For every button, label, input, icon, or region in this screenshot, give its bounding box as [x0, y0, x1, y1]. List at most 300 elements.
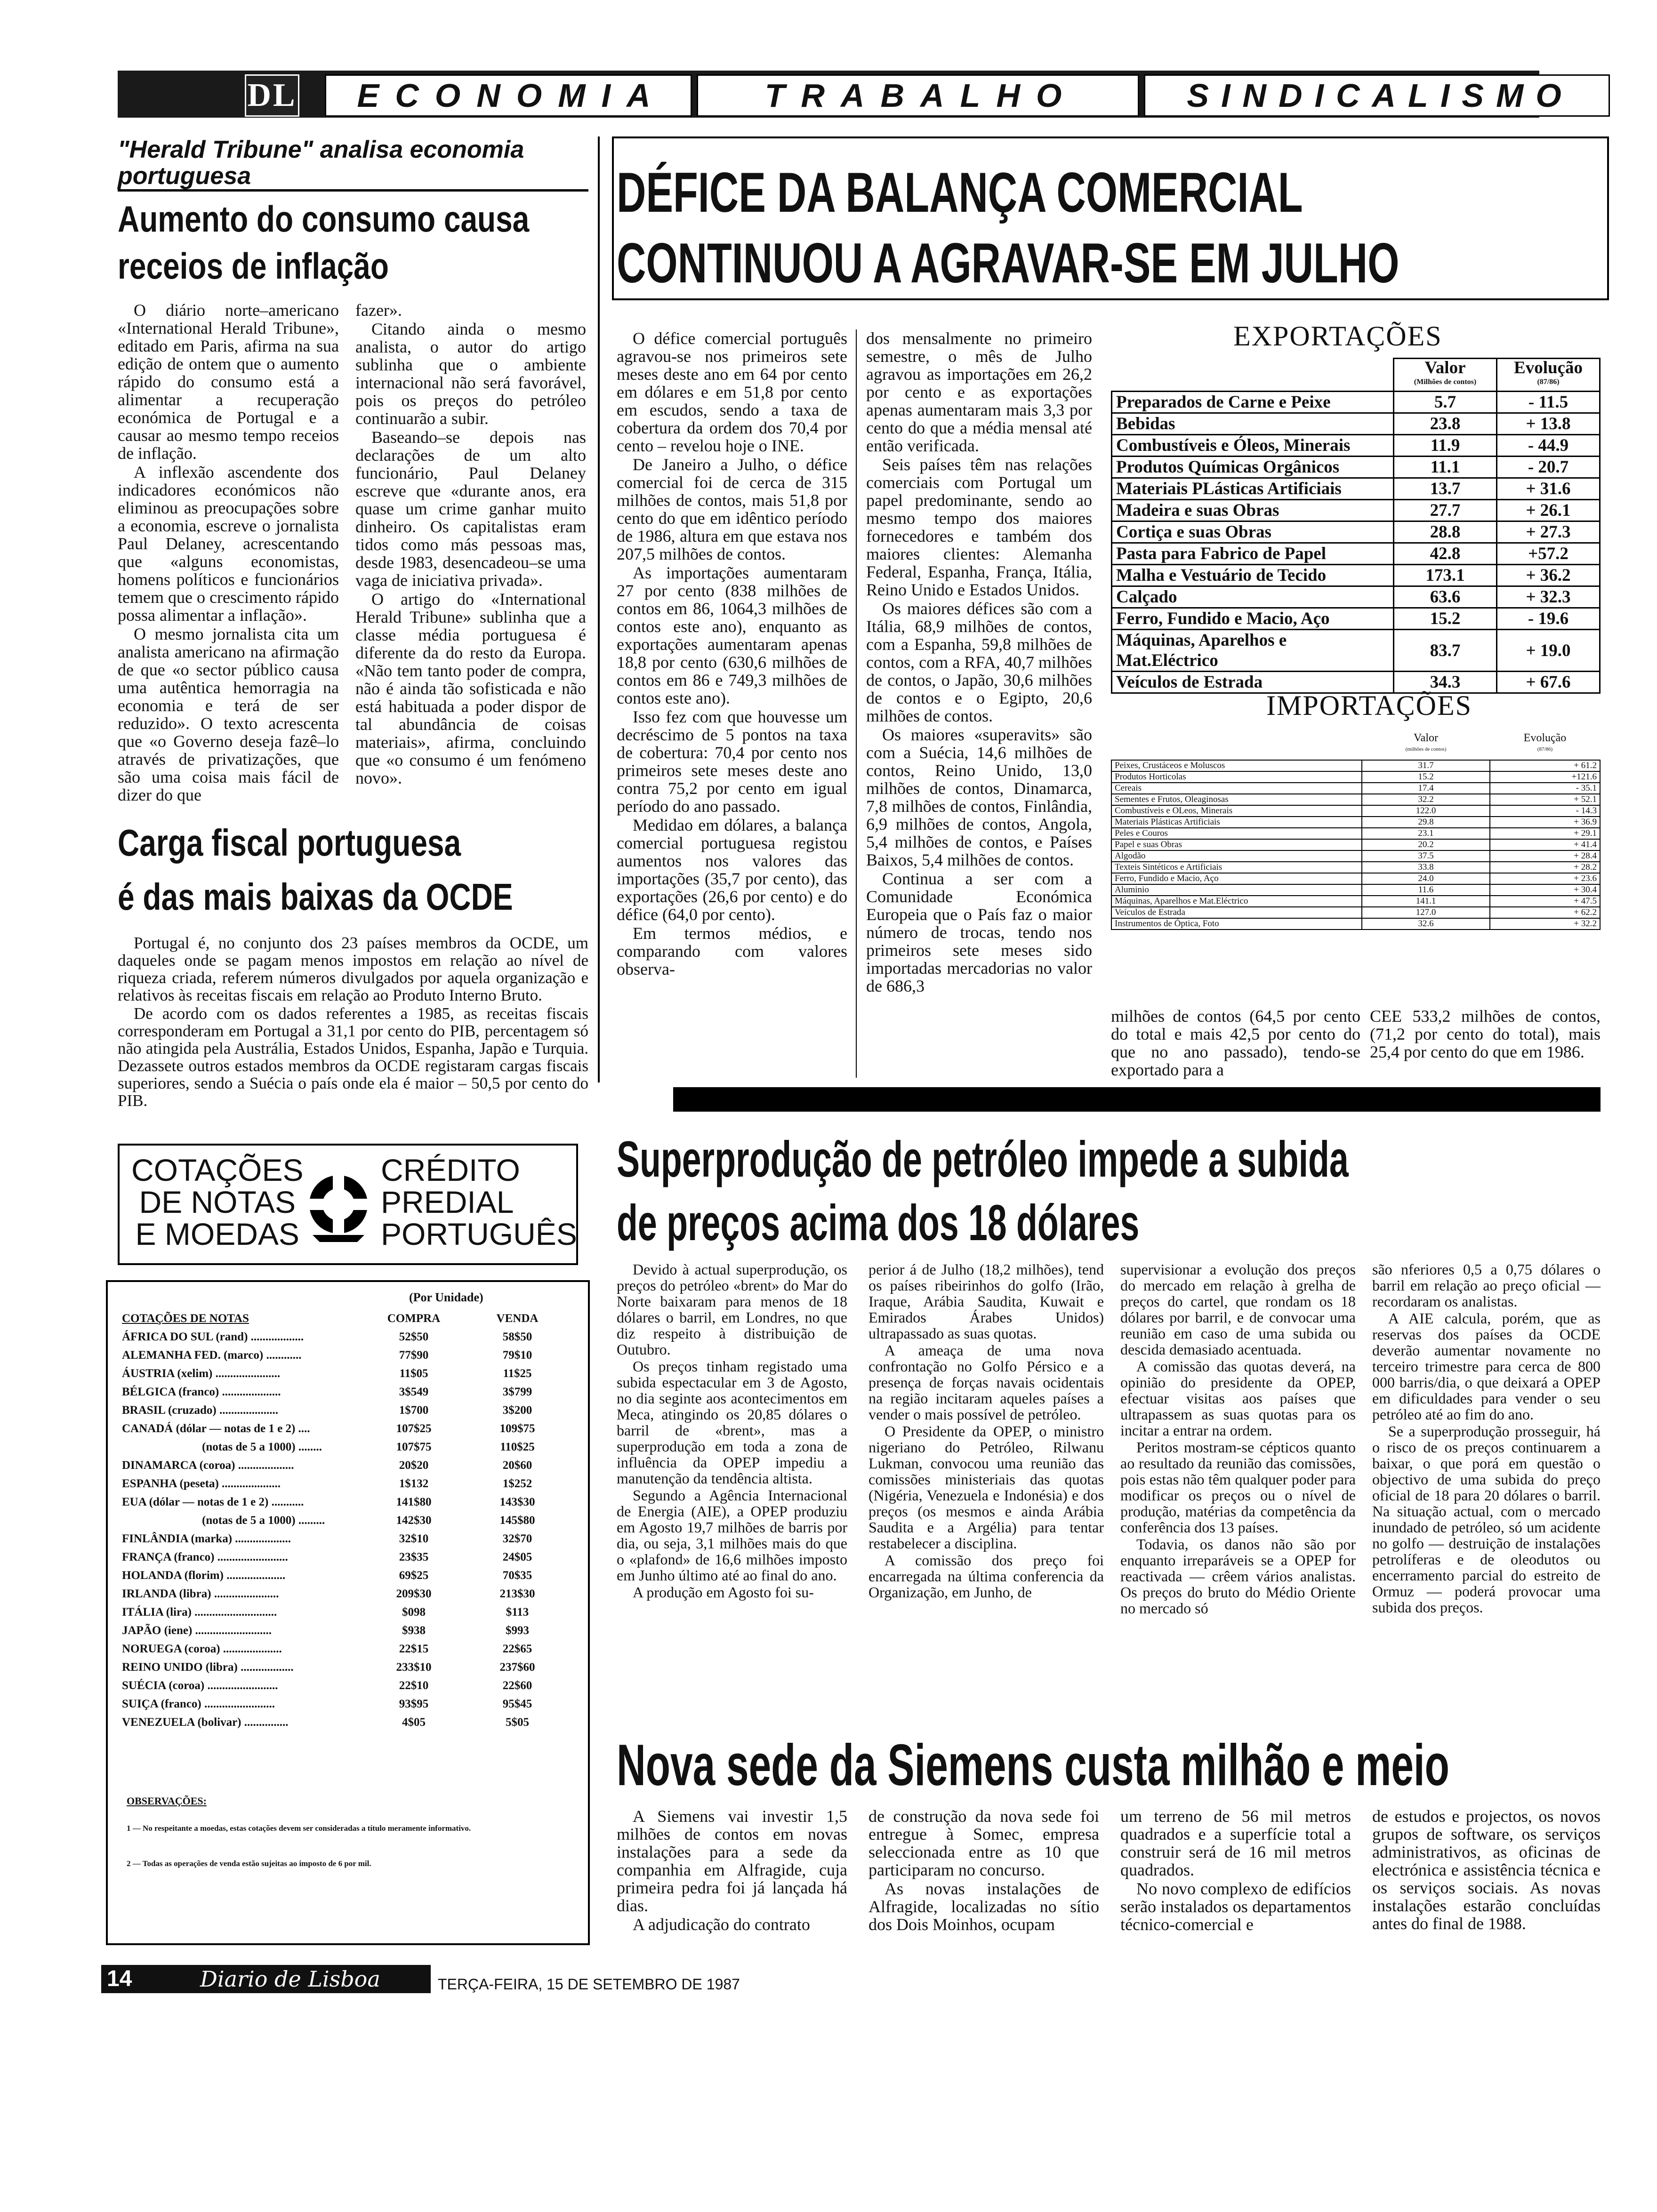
cotacoes-col-notas: COTAÇÕES DE NOTAS: [122, 1312, 249, 1325]
section-word-trabalho: TRABALHO: [697, 74, 1139, 117]
exports-valor: 11.1: [1394, 457, 1497, 478]
venda-value: 237$60: [499, 1660, 535, 1674]
imports-evolucao: + 28.2: [1490, 862, 1600, 873]
imports-row: [1111, 805, 1600, 817]
exports-valor: 42.8: [1394, 543, 1497, 565]
venda-value: 11$25: [503, 1367, 532, 1380]
exports-valor: 27.7: [1394, 500, 1497, 521]
imports-valor: 24.0: [1362, 873, 1490, 884]
exports-evolucao: + 26.1: [1497, 500, 1600, 521]
exports-evolucao: + 31.6: [1497, 478, 1600, 500]
imports-product: Peixes, Crustáceos e Moluscos: [1111, 760, 1362, 771]
petroleo-column-2: [869, 1261, 1104, 1601]
compra-value: 77$90: [399, 1348, 429, 1362]
currency-name: ÁUSTRIA (xelim) ......................: [122, 1367, 281, 1380]
imports-valor: 23.1: [1362, 828, 1490, 839]
currency-name: DINAMARCA (coroa) ...................: [122, 1459, 294, 1472]
currency-name: FINLÂNDIA (marka) ...................: [122, 1532, 291, 1545]
column-divider: [598, 136, 600, 1082]
carga-body: [118, 934, 588, 1110]
exports-row: [1112, 478, 1600, 500]
compra-value: 233$10: [396, 1660, 432, 1674]
imports-row: [1111, 828, 1600, 839]
column-divider: [856, 329, 857, 1078]
imports-valor: 20.2: [1362, 839, 1490, 850]
paragraph: de estudos e projectos, os novos grupos de software, os serviços administrativos, as oficinas de electrónica e assistência técnica e os serviços sociais. As novas instalações estarão concluídas antes do final de 1988.: [1372, 1807, 1601, 1933]
exports-valor: 63.6: [1394, 586, 1497, 608]
paragraph: O diário norte–americano «International Herald Tribune», editado em Paris, afirma na sua edição de ontem que o aumento rápido do consumo está a alimentar a recuperação económica de Portugal e a causar ao mesmo tempo receios de inflação.: [118, 301, 339, 463]
imports-table: [1111, 727, 1601, 930]
compra-value: 23$35: [399, 1550, 429, 1563]
compra-value: 20$20: [399, 1459, 429, 1472]
exports-evolucao: + 32.3: [1497, 586, 1600, 608]
compra-value: 93$95: [399, 1697, 429, 1710]
exports-row: [1112, 630, 1600, 672]
venda-value: 1$252: [502, 1477, 532, 1490]
imports-product: Algodão: [1111, 850, 1362, 862]
imports-evolucao: +121.6: [1490, 771, 1600, 783]
exports-evolucao: + 13.8: [1497, 413, 1600, 435]
compra-value: 52$50: [399, 1330, 429, 1343]
cotacoes-obs-2: 2 — Todas as operações de venda estão sujeitas ao imposto de 6 por mil.: [127, 1859, 371, 1868]
paragraph: Medidao em dólares, a balança comercial portuguesa registou aumentos nos valores das importações (35,7 por cento), das exportações (26,6 por cento) e do défice (64,0 por cento).: [617, 816, 847, 924]
exports-corner: [1112, 359, 1394, 392]
siemens-column-1: [617, 1807, 847, 1934]
exports-title: EXPORTAÇÕES: [1233, 321, 1442, 352]
venda-value: 32$70: [502, 1532, 532, 1545]
compra-value: 142$30: [396, 1514, 432, 1527]
exports-col-evolucao: Evolução (87/86): [1497, 359, 1600, 392]
venda-value: 22$60: [502, 1679, 532, 1692]
paragraph: As importações aumentaram 27 por cento (838 milhões de contos em 86, 1064,3 milhões de contos este ano), enquanto as exportações aumentaram apenas 18,8 por cento (630,6 milhões de contos em 86 e 749,3 milhões de contos este ano).: [617, 563, 847, 707]
black-divider-bar: [673, 1087, 1601, 1112]
cotacao-row: [122, 1658, 574, 1676]
cotacoes-unit: (Por Unidade): [409, 1290, 483, 1304]
imports-product: Sementes e Frutos, Oleaginosas: [1111, 794, 1362, 805]
currency-name: ITÁLIA (lira) ............................: [122, 1605, 277, 1619]
siemens-column-3: [1120, 1807, 1351, 1934]
cotacao-row: [122, 1566, 574, 1585]
siemens-column-2: [869, 1807, 1099, 1934]
paragraph: Em termos médios, e comparando com valores observa-: [617, 924, 847, 978]
exports-row: [1112, 608, 1600, 630]
imports-evolucao: + 32.2: [1490, 918, 1600, 930]
herald-headline-line2: receios de inflação: [118, 245, 389, 287]
cotacao-row: [122, 1328, 574, 1346]
imports-row: [1111, 839, 1600, 850]
exports-row: [1112, 521, 1600, 543]
venda-value: 24$05: [502, 1550, 532, 1563]
newspaper-logo: DL: [245, 74, 299, 117]
cotacao-row: [122, 1438, 574, 1456]
exports-product: Calçado: [1112, 586, 1394, 608]
exports-valor: 23.8: [1394, 413, 1497, 435]
paragraph: A ameaça de uma nova confrontação no Golfo Pérsico e a presença de forças navais ocidentais na região incitaram aqueles países a vender o mais possível de petróleo.: [869, 1342, 1104, 1423]
venda-value: 79$10: [502, 1348, 532, 1362]
paragraph: A AIE calcula, porém, que as reservas dos países da OCDE deverão aumentar novamente no terceiro trimestre para cerca de 800 000 barris/dia, o que deixará a OPEP em dificuldades para vender o seu petróleo até ao fim do ano.: [1372, 1310, 1601, 1423]
compra-value: 141$80: [396, 1495, 432, 1508]
defice-headline-line1: DÉFICE DA BALANÇA COMERCIAL: [617, 161, 1303, 224]
petroleo-column-3: [1120, 1261, 1356, 1617]
venda-value: 3$799: [502, 1385, 532, 1398]
exports-evolucao: - 20.7: [1497, 457, 1600, 478]
exports-product: Cortiça e suas Obras: [1112, 521, 1394, 543]
paragraph: fazer».: [355, 301, 402, 320]
venda-value: 110$25: [500, 1440, 535, 1453]
imports-product: Cereais: [1111, 783, 1362, 794]
paragraph: Os maiores défices são com a Itália, 68,9 milhões de contos, com a Espanha, 59,8 milhões de contos, com a RFA, 40,7 milhões de contos, o Japão, 30,6 milhões de contos e o Egipto, 20,6 milhões de contos.: [866, 599, 1092, 725]
imports-evolucao: + 41.4: [1490, 839, 1600, 850]
venda-value: 95$45: [502, 1697, 532, 1710]
exports-valor: 83.7: [1394, 630, 1497, 672]
credito-predial-logo-icon: [303, 1164, 374, 1244]
imports-row: [1111, 850, 1600, 862]
exports-valor: 15.2: [1394, 608, 1497, 630]
exports-valor: 11.9: [1394, 435, 1497, 457]
paragraph: dos mensalmente no primeiro semestre, o mês de Julho agravou as importações em 26,2 por cento e as exportações apenas aumentaram mais 3,3 por cento do que a média mensal até então verificada.: [866, 329, 1092, 455]
compra-value: 107$75: [396, 1440, 432, 1453]
imports-row: [1111, 884, 1600, 896]
exports-evolucao: + 27.3: [1497, 521, 1600, 543]
exports-valor: 173.1: [1394, 565, 1497, 586]
imports-evolucao: + 30.4: [1490, 884, 1600, 896]
imports-row: [1111, 817, 1600, 828]
cotacao-row: [122, 1475, 574, 1493]
cotacao-row: [122, 1621, 574, 1640]
venda-value: $113: [506, 1605, 529, 1619]
venda-value: 58$50: [502, 1330, 532, 1343]
cotacoes-obs-1: 1 — No respeitante a moedas, estas cotações devem ser consideradas a título meramente informativo.: [127, 1824, 471, 1833]
venda-value: 5$05: [506, 1715, 529, 1729]
venda-value: $993: [506, 1624, 529, 1637]
exports-evolucao: +57.2: [1497, 543, 1600, 565]
exports-row: [1112, 413, 1600, 435]
section-bar: [118, 71, 1574, 118]
imports-evolucao: + 36.9: [1490, 817, 1600, 828]
cotacoes-title: COTAÇÕES DE NOTAS E MOEDAS: [131, 1153, 304, 1251]
paragraph: Peritos mostram-se cépticos quanto ao resultado da reunião das comissões, pois estas não têm qualquer poder para modificar os preços ou o nível de produção, matérias da competência da conferência dos 13 países.: [1120, 1439, 1356, 1536]
imports-evolucao: + 61.2: [1490, 760, 1600, 771]
imports-product: Aluminio: [1111, 884, 1362, 896]
cotacao-row: [122, 1585, 574, 1603]
imports-product: Ferro, Fundido e Macio, Aço: [1111, 873, 1362, 884]
venda-value: 70$35: [502, 1569, 532, 1582]
paragraph: Baseando–se depois nas declarações de um alto funcionário, Paul Delaney escreve que «durante anos, era quase um crime ganhar muito dinheiro. Os capitalistas eram tidos como más pessoas mas, desde 1983, desencadeou–se uma vaga de iniciativa privada».: [355, 428, 586, 590]
imports-valor: 11.6: [1362, 884, 1490, 896]
section-word-sindicalismo: SINDICALISMO: [1144, 74, 1610, 117]
imports-product: Peles e Couros: [1111, 828, 1362, 839]
compra-value: 69$25: [399, 1569, 429, 1582]
imports-valor: 141.1: [1362, 896, 1490, 907]
imports-row: [1111, 862, 1600, 873]
exports-row: [1112, 543, 1600, 565]
cotacao-row: [122, 1530, 574, 1548]
imports-valor: 31.7: [1362, 760, 1490, 771]
defice-headline-line2: CONTINUOU A AGRAVAR-SE EM JULHO: [617, 232, 1400, 295]
cotacao-row: [122, 1346, 574, 1364]
cotacoes-col-venda: VENDA: [496, 1312, 539, 1325]
page-number: 14: [107, 1966, 132, 1991]
carga-headline-line1: Carga fiscal portuguesa: [118, 822, 461, 864]
cotacoes-header-box: [118, 1144, 578, 1265]
compra-value: 1$132: [399, 1477, 429, 1490]
exports-product: Malha e Vestuário de Tecido: [1112, 565, 1394, 586]
currency-name: FRANÇA (franco) ........................: [122, 1550, 288, 1563]
paragraph: De acordo com os dados referentes a 1985, as receitas fiscais corresponderam em Portugal a 31,1 por cento do PIB, percentagem só não atingida pela Austrália, Estados Unidos, Espanha, Japão e Turquia. Dezassete outros estados membros da OCDE registaram cargas fiscais superiores, sendo a Suécia o país onde ela é maior – 50,5 por cento do PIB.: [118, 1004, 588, 1110]
petroleo-headline-line2: de preços acima dos 18 dólares: [617, 1194, 1140, 1251]
paragraph: De Janeiro a Julho, o défice comercial foi de cerca de 315 milhões de contos, mais 51,8 por cento do que em idêntico período de 1986, altura em que estava nos 207,5 milhões de contos.: [617, 455, 847, 563]
exports-product: Pasta para Fabrico de Papel: [1112, 543, 1394, 565]
paragraph: um terreno de 56 mil metros quadrados e a superfície total a construir será de 16 mil metros quadrados.: [1120, 1807, 1351, 1879]
imports-row: [1111, 794, 1600, 805]
venda-value: 213$30: [499, 1587, 535, 1600]
compra-value: 3$549: [399, 1385, 429, 1398]
exports-valor: 13.7: [1394, 478, 1497, 500]
currency-name: ESPANHA (peseta) ....................: [122, 1477, 281, 1490]
exports-product: Materiais PLásticas Artificiais: [1112, 478, 1394, 500]
imports-product: Materiais Plásticas Artificiais: [1111, 817, 1362, 828]
currency-name: EUA (dólar — notas de 1 e 2) ...........: [122, 1495, 304, 1508]
compra-value: 22$10: [399, 1679, 429, 1692]
paragraph: supervisionar a evolução dos preços do mercado em relação à grelha de preços do cartel, que rondam os 18 dólares por barril, e de convocar uma reunião em caso de uma subida ou descida demasiado acentuada.: [1120, 1261, 1356, 1358]
carga-headline-line2: é das mais baixas da OCDE: [118, 876, 513, 918]
currency-name: CANADÁ (dólar — notas de 1 e 2) ....: [122, 1422, 310, 1435]
currency-name: REINO UNIDO (libra) ..................: [122, 1660, 294, 1674]
paragraph: Isso fez com que houvesse um decréscimo de 5 pontos na taxa de cobertura: 70,4 por cento nos primeiros sete meses deste ano contra 75,2 por cento em igual período do ano passado.: [617, 707, 847, 816]
imports-product: Papel e suas Obras: [1111, 839, 1362, 850]
herald-column-1: [118, 301, 339, 805]
herald-column-2: [355, 301, 586, 788]
compra-value: 22$15: [399, 1642, 429, 1655]
currency-name: SUIÇA (franco) ........................: [122, 1697, 275, 1710]
exports-product: Madeira e suas Obras: [1112, 500, 1394, 521]
cotacao-row: [122, 1401, 574, 1419]
petroleo-column-1: [617, 1261, 847, 1601]
imports-valor: 15.2: [1362, 771, 1490, 783]
petroleo-headline-line1: Superprodução de petróleo impede a subida: [617, 1130, 1349, 1187]
imports-evolucao: + 52.1: [1490, 794, 1600, 805]
exports-valor: 5.7: [1394, 392, 1497, 413]
compra-value: 4$05: [402, 1715, 426, 1729]
venda-value: 22$65: [502, 1642, 532, 1655]
compra-value: 11$05: [399, 1367, 428, 1380]
compra-value: $098: [402, 1605, 426, 1619]
cotacoes-table: [122, 1309, 574, 1731]
paragraph: O artigo do «International Herald Tribune» sublinha que a classe média portuguesa é diferente da do resto da Europa. «Não tem tanto poder de compra, não é ainda tão sofisticada e não está habituada a poder dispor de tal abundância de coisas materiais», afirma, concluindo que «o consumo é um fenómeno novo».: [355, 590, 586, 787]
compra-value: 32$10: [399, 1532, 429, 1545]
newspaper-name: Diario de Lisboa: [200, 1966, 380, 1992]
imports-valor: 32.2: [1362, 794, 1490, 805]
cotacao-row: [122, 1383, 574, 1401]
venda-value: 143$30: [499, 1495, 535, 1508]
paragraph: A comissão dos preço foi encarregada na última conferencia da Organização, em Junho, de: [869, 1552, 1104, 1601]
paragraph: Segundo a Agência Internacional de Energia (AIE), a OPEP produziu em Agosto 19,7 milhões de barris por dia, ou seja, 3,1 milhões mais do que o «plafond» de 16,6 milhões imposto em Junho último até ao final do ano.: [617, 1487, 847, 1584]
herald-headline-line1: Aumento do consumo causa: [118, 198, 530, 240]
cotacao-row: [122, 1640, 574, 1658]
exports-row: [1112, 457, 1600, 478]
currency-name: IRLANDA (libra) ......................: [122, 1587, 279, 1600]
exports-table: [1111, 358, 1601, 694]
cotacao-row: [122, 1713, 574, 1731]
imports-evolucao: - 14.3: [1490, 805, 1600, 817]
section-word-economia: ECONOMIA: [325, 74, 692, 117]
exports-row: [1112, 435, 1600, 457]
exports-product: Veículos de Estrada: [1112, 672, 1394, 693]
venda-value: 145$80: [499, 1514, 535, 1527]
imports-row: [1111, 918, 1600, 930]
paragraph: A adjudicação do contrato: [633, 1915, 810, 1934]
cotacoes-table-box: [106, 1280, 590, 1945]
imports-valor: 127.0: [1362, 907, 1490, 918]
exports-evolucao: + 36.2: [1497, 565, 1600, 586]
paragraph: O défice comercial português agravou-se nos primeiros sete meses deste ano em 64 por cento em dólares e em 51,8 por cento em escudos, sendo a taxa de cobertura da ordem dos 70,4 por cento – revelou hoje o INE.: [617, 329, 847, 455]
defice-column-3: [1111, 1007, 1360, 1080]
currency-name: NORUEGA (coroa) ....................: [122, 1642, 282, 1655]
currency-name: VENEZUELA (bolivar) ...............: [122, 1715, 289, 1729]
exports-valor: 34.3: [1394, 672, 1497, 693]
exports-evolucao: + 67.6: [1497, 672, 1600, 693]
imports-row: [1111, 907, 1600, 918]
currency-name: ALEMANHA FED. (marco) ............: [122, 1348, 302, 1362]
currency-name: SUÉCIA (coroa) ........................: [122, 1679, 278, 1692]
imports-evolucao: + 47.5: [1490, 896, 1600, 907]
venda-value: 20$60: [502, 1459, 532, 1472]
exports-col-valor: Valor (Milhões de contos): [1394, 359, 1497, 392]
imports-evolucao: - 35.1: [1490, 783, 1600, 794]
paragraph: Portugal é, no conjunto dos 23 países membros da OCDE, um daqueles onde se pagam menos impostos em relação ao nível de riqueza criada, referem números divulgados por aquela organização e relativos às receitas fiscais em relação ao Produto Interno Bruto.: [118, 934, 588, 1004]
defice-column-1: [617, 329, 847, 979]
herald-kicker: "Herald Tribune" analisa economia portuguesa: [118, 136, 588, 192]
imports-valor: 122.0: [1362, 805, 1490, 817]
paragraph: são nferiores 0,5 a 0,75 dólares o barril em relação ao preço oficial — recordaram os analistas.: [1372, 1261, 1601, 1310]
paragraph: Os preços tinham registado uma subida espectacular em 3 de Agosto, no dia seginte aos acontecimentos em Meca, atingindo os 20,85 dólares o barril de «brent», mas a superprodução em toda a zona de influência da OPEP impediu a manutenção da tendência altista.: [617, 1358, 847, 1487]
paragraph: Todavia, os danos não são por enquanto irreparáveis se a OPEP for reactivada — crêem vários analistas. Os preços do bruto do Médio Oriente no mercado só: [1120, 1536, 1356, 1617]
exports-product: Bebidas: [1112, 413, 1394, 435]
imports-row: [1111, 760, 1600, 771]
paragraph: A inflexão ascendente dos indicadores económicos não eliminou as preocupações sobre a economia, escreve o jornalista Paul Delaney, acrescentando que «alguns economistas, homens políticos e funcionários temem que o crescimento rápido possa alimentar a inflação».: [118, 463, 339, 625]
exports-row: [1112, 565, 1600, 586]
defice-column-4: [1370, 1007, 1601, 1062]
cotacao-row: [122, 1511, 574, 1530]
exports-row: [1112, 392, 1600, 413]
petroleo-column-4: [1372, 1261, 1601, 1616]
imports-product: Produtos Horticolas: [1111, 771, 1362, 783]
exports-evolucao: - 44.9: [1497, 435, 1600, 457]
cotacao-row: [122, 1419, 574, 1438]
currency-name: BRASIL (cruzado) ....................: [122, 1403, 278, 1417]
paragraph: A Siemens vai investir 1,5 milhões de contos em novas instalações para a sede da companhia em Alfragide, cuja primeira pedra foi já lançada há dias.: [617, 1807, 847, 1915]
currency-name: HOLANDA (florim) ....................: [122, 1569, 286, 1582]
compra-value: 107$25: [396, 1422, 432, 1435]
cotacao-row: [122, 1603, 574, 1621]
paragraph: Continua a ser com a Comunidade Económica Europeia que o País faz o maior número de trocas, tendo nos primeiros sete meses sido importadas mercadorias no valor de 686,3: [866, 869, 1092, 995]
currency-name: (notas de 5 a 1000) ........: [202, 1440, 322, 1453]
exports-valor: 28.8: [1394, 521, 1497, 543]
imports-evolucao: + 23.6: [1490, 873, 1600, 884]
imports-col-evolucao: Evolução (87/86): [1523, 731, 1567, 752]
paragraph: milhões de contos (64,5 por cento do total e mais 42,5 por cento do que no ano passado), tendo-se exportado para a: [1111, 1007, 1360, 1079]
cotacoes-obs-title: OBSERVAÇÕES:: [127, 1795, 207, 1807]
issue-date: TERÇA-FEIRA, 15 DE SETEMBRO DE 1987: [438, 1976, 740, 1993]
imports-valor: 33.8: [1362, 862, 1490, 873]
cotacao-row: [122, 1676, 574, 1695]
imports-row: [1111, 771, 1600, 783]
exports-evolucao: + 19.0: [1497, 630, 1600, 672]
paragraph: O mesmo jornalista cita um analista americano na afirmação de que «o sector público causa uma autêntica hemorragia na economia e terá de ser reduzido». O texto acrescenta que «o Governo deseja fazê–lo através de privatizações, que são uma coisa mais fácil de dizer do que: [118, 625, 339, 804]
venda-value: 109$75: [499, 1422, 535, 1435]
exports-product: Produtos Químicas Orgânicos: [1112, 457, 1394, 478]
compra-value: 209$30: [396, 1587, 432, 1600]
paragraph: Se a superprodução prosseguir, há o risco de os preços continuarem a baixar, o que porá em questão o objectivo de uma subida do preço oficial de 18 para 20 dólares o barril. Na situação actual, com o mercado inundado de petróleo, só um acidente no golfo — destruição de instalações petrolíferas e de oleodutos ou encerramento parcial do estreito de Ormuz — poderá provocar uma subida dos preços.: [1372, 1423, 1601, 1616]
paragraph: O Presidente da OPEP, o ministro nigeriano do Petróleo, Rilwanu Lukman, convocou uma reunião das comissões ministeriais das quotas (Nigéria, Venezuela e Indonésia) e dos preços (os mesmos e ainda Arábia Saudita e a Argélia) para tentar restabelecer a disciplina.: [869, 1423, 1104, 1552]
footer-bar: [101, 1965, 431, 1993]
paragraph: As novas instalações de Alfragide, localizadas no sítio dos Dois Moinhos, ocupam: [869, 1879, 1099, 1934]
cotacao-row: [122, 1493, 574, 1511]
currency-name: BÉLGICA (franco) ....................: [122, 1385, 281, 1398]
imports-row: [1111, 783, 1600, 794]
imports-evolucao: + 29.1: [1490, 828, 1600, 839]
exports-evolucao: - 11.5: [1497, 392, 1600, 413]
paragraph: Seis países têm nas relações comerciais com Portugal um papel predominante, sendo ao mesmo tempo dos maiores fornecedores e também dos maiores clientes: Alemanha Federal, Espanha, França, Itália, Reino Unido e Estados Unidos.: [866, 455, 1092, 599]
exports-product: Preparados de Carne e Peixe: [1112, 392, 1394, 413]
currency-name: ÁFRICA DO SUL (rand) ..................: [122, 1330, 304, 1343]
imports-row: [1111, 896, 1600, 907]
cotacao-row: [122, 1548, 574, 1566]
paragraph: No novo complexo de edifícios serão instalados os departamentos técnico-comercial e: [1120, 1879, 1351, 1934]
exports-product: Ferro, Fundido e Macio, Aço: [1112, 608, 1394, 630]
imports-product: Texteis Sintéticos e Artificiais: [1111, 862, 1362, 873]
paragraph: A comissão das quotas deverá, na opinião do presidente da OPEP, efectuar visitas aos países que ultrapassem as suas quotas para os incitar a entrar na ordem.: [1120, 1358, 1356, 1439]
imports-product: Instrumentos de Óptica, Foto: [1111, 918, 1362, 930]
paragraph: A produção em Agosto foi su-: [633, 1584, 814, 1601]
imports-valor: 32.6: [1362, 918, 1490, 930]
imports-valor: 37.5: [1362, 850, 1490, 862]
imports-col-valor: Valor (milhões de contos): [1405, 731, 1447, 752]
currency-name: JAPÃO (iene) ..........................: [122, 1624, 272, 1637]
imports-valor: 17.4: [1362, 783, 1490, 794]
imports-product: Combustíveis e OLeos, Minerais: [1111, 805, 1362, 817]
exports-evolucao: - 19.6: [1497, 608, 1600, 630]
exports-row: [1112, 586, 1600, 608]
cotacao-row: [122, 1456, 574, 1475]
imports-title: IMPORTAÇÕES: [1266, 690, 1472, 721]
currency-name: (notas de 5 a 1000) .........: [202, 1514, 325, 1527]
exports-product: Máquinas, Aparelhos e Mat.Eléctrico: [1112, 630, 1394, 672]
venda-value: 3$200: [502, 1403, 532, 1417]
exports-product: Combustíveis e Óleos, Minerais: [1112, 435, 1394, 457]
paragraph: Devido à actual superprodução, os preços do petróleo «brent» do Mar do Norte baixaram para menos de 18 dólares o barril, em Londres, no que diz respeito à distribuição de Outubro.: [617, 1261, 847, 1358]
cotacao-row: [122, 1364, 574, 1383]
cotacao-row: [122, 1695, 574, 1713]
imports-product: Veículos de Estrada: [1111, 907, 1362, 918]
imports-evolucao: + 28.4: [1490, 850, 1600, 862]
paragraph: Os maiores «superavits» são com a Suécia, 14,6 milhões de contos, Reino Unido, 13,0 milhões de contos, Dinamarca, 7,8 milhões de contos, Finlândia, 6,9 milhões de contos, Angola, 5,4 milhões de contos, e Países Baixos, 5,4 milhões de contos.: [866, 725, 1092, 869]
paragraph: CEE 533,2 milhões de contos, (71,2 por cento do total), mais 25,4 por cento do que em 1986.: [1370, 1007, 1601, 1061]
siemens-column-4: [1372, 1807, 1601, 1933]
cotacoes-col-compra: COMPRA: [387, 1312, 441, 1325]
paragraph: de construção da nova sede foi entregue à Somec, empresa seleccionada entre as 10 que participaram no concurso.: [869, 1807, 1099, 1879]
defice-column-2: [866, 329, 1092, 996]
imports-corner: [1111, 727, 1362, 760]
imports-valor: 29.8: [1362, 817, 1490, 828]
credito-predial-name: CRÉDITO PREDIAL PORTUGUÊS: [381, 1153, 577, 1251]
exports-row: [1112, 500, 1600, 521]
imports-row: [1111, 873, 1600, 884]
siemens-headline: Nova sede da Siemens custa milhão e meio: [617, 1733, 1449, 1798]
compra-value: 1$700: [399, 1403, 429, 1417]
compra-value: $938: [402, 1624, 426, 1637]
imports-product: Máquinas, Aparelhos e Mat.Eléctrico: [1111, 896, 1362, 907]
